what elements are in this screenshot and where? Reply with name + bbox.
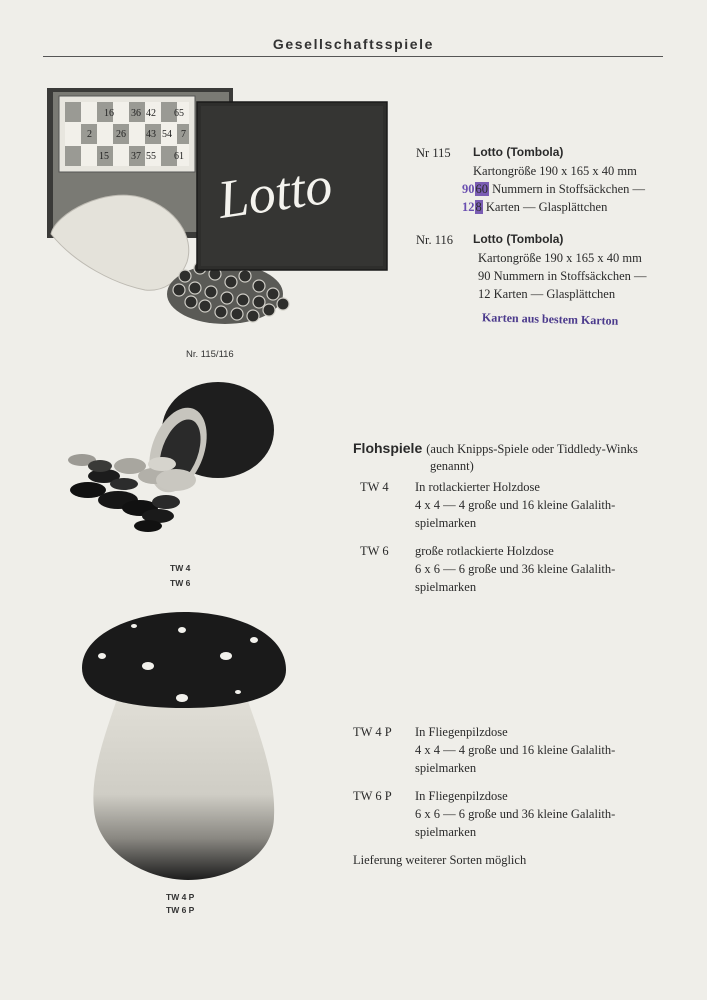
header-rule (43, 56, 663, 57)
floh-caption: TW 4 (170, 563, 191, 573)
item-spec: In Fliegenpilzdose (415, 789, 508, 803)
item-spec: 6 x 6 — 6 große und 36 kleine Galalith- (415, 807, 616, 821)
struck-value: 60 (475, 182, 488, 196)
item-spec: 6 x 6 — 6 große und 36 kleine Galalith- (415, 562, 616, 576)
footer-note: Lieferung weiterer Sorten möglich (353, 853, 527, 867)
item-spec: spielmarken (415, 516, 477, 530)
mushroom-stem (93, 690, 274, 880)
item-spec: 90 Nummern in Stoffsäckchen — (478, 269, 647, 283)
board-number: 54 (162, 129, 172, 140)
item-spec: 9060 Nummern in Stoffsäckchen — (462, 182, 645, 196)
heading-note: (auch Knipps-Spiele oder Tiddledy-Winks (426, 442, 638, 456)
item-spec: Kartongröße 190 x 165 x 40 mm (473, 164, 637, 178)
pilz-caption: TW 6 P (166, 905, 195, 915)
floh-heading-line (353, 440, 638, 458)
board-number: 65 (174, 108, 184, 119)
lotto-lid-label: Lotto (214, 154, 336, 230)
item-spec: 4 x 4 — 4 große und 16 kleine Galalith- (415, 743, 616, 757)
item-spec: In rotlackierter Holzdose (415, 480, 540, 494)
item-title: Lotto (Tombola) (473, 145, 564, 159)
item-number: Nr. 116 (416, 233, 454, 247)
item-spec: In Fliegenpilzdose (415, 725, 508, 739)
item-spec: spielmarken (415, 761, 477, 775)
board-number: 42 (146, 108, 156, 119)
board-number: 43 (146, 129, 156, 140)
handwritten-correction: 90 (462, 182, 475, 196)
flohspiel-image (58, 380, 278, 550)
item-code: TW 4 (360, 480, 389, 494)
page-title: Gesellschaftsspiele (272, 36, 435, 52)
lotto-image-caption: Nr. 115/116 (186, 349, 234, 360)
floh-caption: TW 6 (170, 578, 191, 588)
struck-value: 8 (475, 200, 482, 214)
item-code: TW 6 P (353, 789, 392, 803)
board-number: 7 (181, 129, 186, 140)
mushroom-cap (82, 612, 286, 708)
handwritten-correction: 12 (462, 200, 475, 214)
heading-note: genannt) (430, 459, 474, 473)
item-spec: 12 Karten — Glasplättchen (478, 287, 616, 301)
item-code: TW 6 (360, 544, 389, 558)
item-spec: große rotlackierte Holzdose (415, 544, 554, 558)
board-number: 2 (87, 129, 92, 140)
lotto-game-image (45, 86, 390, 336)
pilz-caption: TW 4 P (166, 892, 195, 902)
item-number: Nr 115 (416, 146, 451, 160)
board-number: 15 (99, 151, 109, 162)
item-spec: Kartongröße 190 x 165 x 40 mm (478, 251, 642, 265)
rubber-stamp: Karten aus bestem Karton (481, 310, 619, 328)
item-spec: spielmarken (415, 825, 477, 839)
section-heading: Flohspiele (353, 440, 423, 456)
item-spec: 4 x 4 — 4 große und 16 kleine Galalith- (415, 498, 616, 512)
board-number: 55 (146, 151, 156, 162)
board-number: 26 (116, 129, 126, 140)
item-spec: spielmarken (415, 580, 477, 594)
lotto-number-card (65, 102, 189, 166)
board-number: 36 (131, 108, 141, 119)
item-spec: 128 Karten — Glasplättchen (462, 200, 608, 214)
board-number: 37 (131, 151, 141, 162)
item-code: TW 4 P (353, 725, 392, 739)
board-number: 16 (104, 108, 114, 119)
board-number: 61 (174, 151, 184, 162)
item-title: Lotto (Tombola) (473, 232, 564, 246)
fliegenpilz-image (78, 612, 290, 887)
